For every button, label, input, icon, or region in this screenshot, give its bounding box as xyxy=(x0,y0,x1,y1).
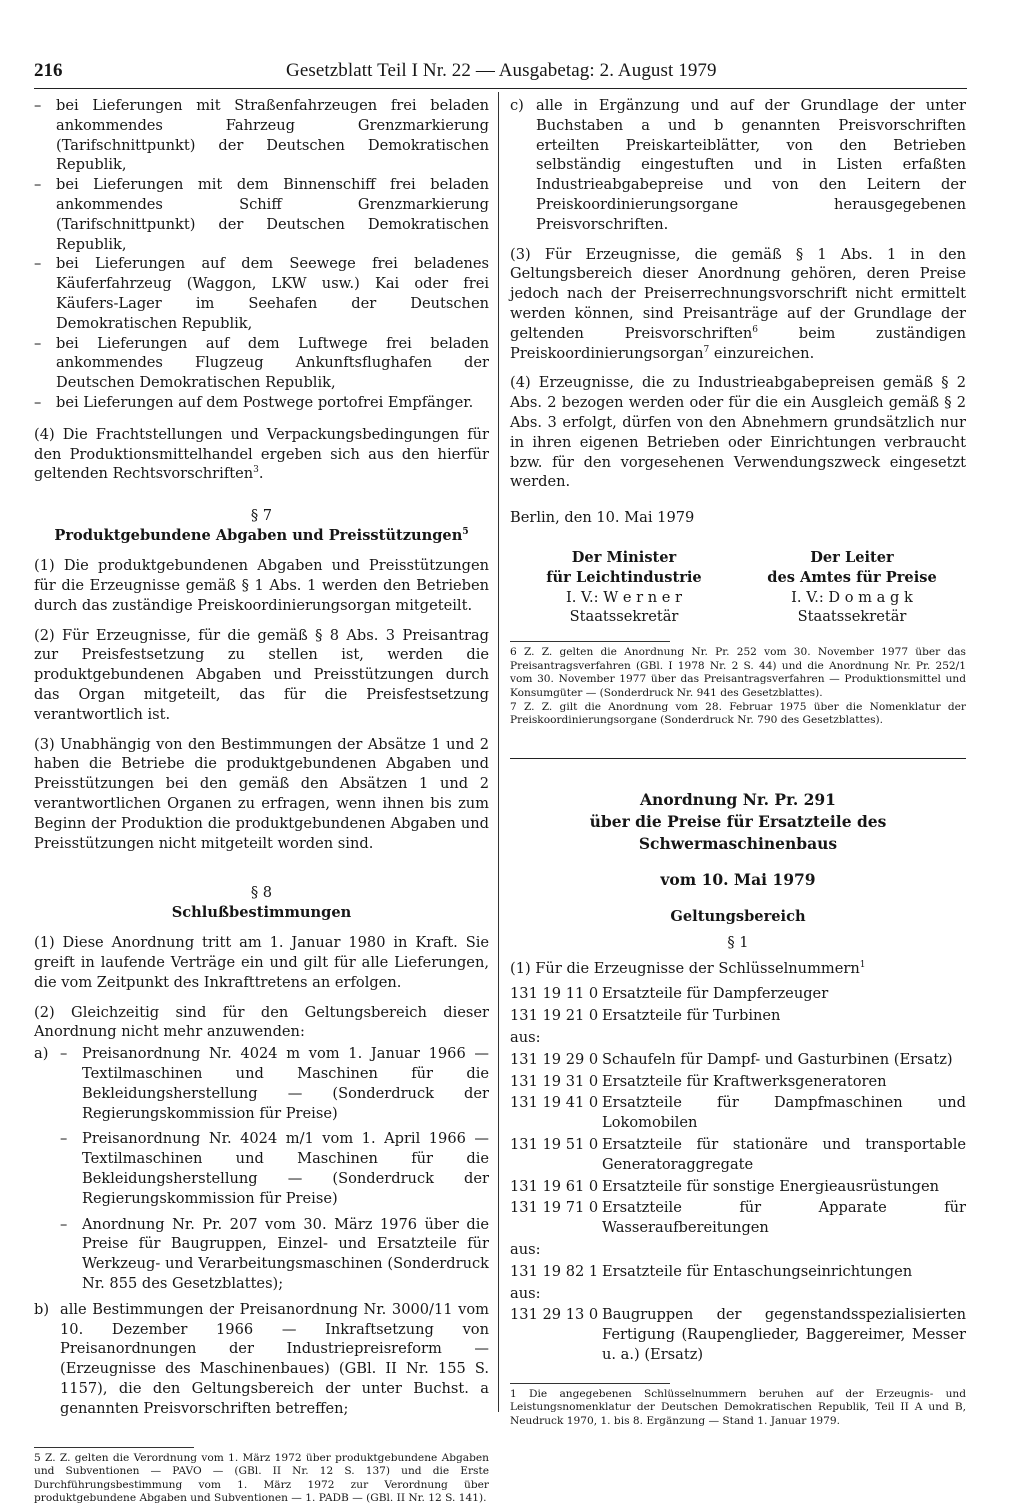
section-7-title: Produktgebundene Abgaben und Preisstützungen$^5$ xyxy=(54,527,469,545)
delivery-item: – bei Lieferungen auf dem Postwege portofrei Empfänger. xyxy=(34,393,474,411)
delivery-item: – bei Lieferungen auf dem Luftwege frei beladen ankommendes Flugzeug Ankunftsflughafen der Deutschen Demokratischen Republik, xyxy=(34,334,489,392)
page-header xyxy=(34,60,966,90)
section-8-para-1: (1) Diese Anordnung tritt am 1. Januar 1980 in Kraft. Sie greift in laufende Verträge ein und gilt für alle Lieferungen, die vom Zeitpunkt des Inkrafttretens an erfolgen. xyxy=(34,934,489,991)
aus-label: aus: xyxy=(510,1284,541,1302)
right-column xyxy=(510,96,966,1429)
code-row: 131 19 11 0 Ersatzteile für Dampferzeuger xyxy=(510,985,829,1003)
repealed-item: – Preisanordnung Nr. 4024 m/1 vom 1. April 1966 — Textilmaschinen und Maschinen für die Bekleidungsherstellung — (Sonderdruck der Regierungskommission für Preise) xyxy=(60,1130,489,1207)
repealed-item: – Preisanordnung Nr. 4024 m vom 1. Januar 1966 — Textilmaschinen und Maschinen für die Bekleidungsherstellung — (Sonderdruck der Regierungskommission für Preise) xyxy=(60,1045,489,1122)
code-row: 131 19 31 0 Ersatzteile für Kraftwerksgeneratoren xyxy=(510,1072,887,1090)
paragraph-4-right: (4) Erzeugnisse, die zu Industrieabgabepreisen gemäß § 2 Abs. 2 bezogen werden oder für die ein Ausgleich gemäß § 2 Abs. 3 erfolgt, dürfen von den Abnehmern grundsätzlich nur in ihren eigenen Betrieben oder Einrichtungen verbraucht bzw. für den vorgesehenen Verwendungszweck eingesetzt werden. xyxy=(510,374,966,491)
repealed-list-b: b) alle Bestimmungen der Preisanordnung Nr. 3000/11 vom 10. Dezember 1966 — Inkraftsetzung von Preisanordnungen der Industriepreisreform — (Erzeugnisse des Maschinenbaues) (GBl. II Nr. 155 S. 1157), die den Geltungsbereich der unter Buchst. a genannten Preisvorschriften betreffen; xyxy=(34,1300,489,1417)
code-row: 131 19 21 0 Ersatzteile für Turbinen xyxy=(510,1007,781,1025)
place-date: Berlin, den 10. Mai 1979 xyxy=(510,509,695,527)
delivery-item: – bei Lieferungen auf dem Seewege frei beladenes Käuferfahrzeug (Waggon, LKW usw.) Kai oder frei Käufers-Lager im Seehafen der Deutschen Demokratischen Republik, xyxy=(34,255,489,332)
column-divider xyxy=(498,92,499,1412)
footnote-5: 5 Z. Z. gelten die Verordnung vom 1. März 1972 über produktgebundene Abgaben und Subventionen — PAVO — (GBl. II Nr. 12 S. 137) und die Erste Durchführungsbestimmung vom 1. März 1972 zur Verordnung über produktgebundene Abgaben und Subventionen — 1. PADB — (GBl. II Nr. 12 S. 141). xyxy=(34,1451,489,1505)
section-1-number: § 1 xyxy=(727,933,749,951)
code-row: 131 19 41 0 Ersatzteile für Dampfmaschinen und Lokomobilen xyxy=(510,1094,966,1132)
code-row: 131 19 29 0 Schaufeln für Dampf- und Gasturbinen (Ersatz) xyxy=(510,1050,953,1068)
section-7-para-3: (3) Unabhängig von den Bestimmungen der Absätze 1 und 2 haben die Betriebe die produktgebundenen Abgaben und Preisstützungen bei den gemäß den Absätzen 1 und 2 verantwortlichen Organen zu erfragen, wenn ihnen bis zum Beginn der Produktion die produktgebundenen Abgaben und Preisstützungen nicht mitgeteilt worden sind. xyxy=(34,735,489,852)
header-rule xyxy=(34,88,967,89)
header-title: Gesetzblatt Teil I Nr. 22 — Ausgabetag: 2. August 1979 xyxy=(286,60,717,81)
section-7-number: § 7 xyxy=(250,507,273,525)
section-separator xyxy=(510,758,966,759)
aus-label: aus: xyxy=(510,1029,541,1047)
code-row: 131 19 71 0 Ersatzteile für Apparate für Wasseraufbereitungen xyxy=(510,1199,966,1237)
section-8-para-2: (2) Gleichzeitig sind für den Geltungsbereich dieser Anordnung nicht mehr anzuwenden: xyxy=(34,1003,489,1041)
signatures xyxy=(510,548,966,627)
repealed-item: – Anordnung Nr. Pr. 207 vom 30. März 1976 über die Preise für Baugruppen, Einzel- und Ersatzteile für Werkzeug- und Verarbeitungsmaschinen (Sonderdruck Nr. 855 des Gesetzblattes); xyxy=(60,1215,489,1293)
left-column xyxy=(34,96,489,1506)
signature-minister: Der Minister für Leichtindustrie I. V.: W e r n e r Staatssekretär xyxy=(546,548,702,626)
page-number: 216 xyxy=(34,60,63,81)
section-7-para-2: (2) Für Erzeugnisse, für die gemäß § 8 Abs. 3 Preisantrag zur Preisfestsetzung zu stellen ist, werden die produktgebundenen Abgaben und Preisstützungen durch das Organ mitgeteilt, das für die Preisfestsetzung verantwortlich ist. xyxy=(34,626,489,723)
footnote-rule xyxy=(510,641,670,642)
section-1-intro: (1) Für die Erzeugnisse der Schlüsselnummern$^1$ xyxy=(510,959,866,977)
footnote-1: 1 Die angegebenen Schlüsselnummern beruhen auf der Erzeugnis- und Leistungsnomenklatur der Deutschen Demokratischen Republik, Teil II A und B, Neudruck 1970, 1. bis 8. Ergänzung — Stand 1. Januar 1979. xyxy=(510,1387,966,1428)
section-8-title: Schlußbestimmungen xyxy=(171,904,352,922)
code-row: 131 19 51 0 Ersatzteile für stationäre und transportable Generatoraggregate xyxy=(510,1136,966,1173)
signature-leiter: Der Leiter des Amtes für Preise I. V.: D o m a g k Staatssekretär xyxy=(767,548,937,626)
footnote-rule xyxy=(510,1383,670,1384)
code-row: 131 29 13 0 Baugruppen der gegenstandsspezialisierten Fertigung (Raupenglieder, Baggereimer, Messer u. a.) (Ersatz) xyxy=(510,1306,966,1364)
aus-label: aus: xyxy=(510,1241,541,1259)
code-row: 131 19 82 1 Ersatzteile für Entaschungseinrichtungen xyxy=(510,1262,913,1280)
section-8-number: § 8 xyxy=(250,884,273,902)
ordinance-title-2: über die Preise für Ersatzteile des xyxy=(589,811,887,831)
scope-heading: Geltungsbereich xyxy=(670,907,806,925)
footnote-7: 7 Z. Z. gilt die Anordnung vom 28. Februar 1975 über die Nomenklatur der Preiskoordinierungsorgane (Sonderdruck Nr. 790 des Gesetzblattes). xyxy=(510,700,966,727)
paragraph-4: (4) Die Frachtstellungen und Verpackungsbedingungen für den Produktionsmittelhandel ergeben sich aus den hierfür geltenden Rechtsvorschriften$^3$. xyxy=(34,425,489,483)
footnote-6: 6 Z. Z. gelten die Anordnung Nr. Pr. 252 vom 30. November 1977 über das Preisantragsverfahren (GBl. I 1978 Nr. 2 S. 44) und die Anordnung Nr. Pr. 252/1 vom 30. November 1977 über das Preisantragsverfahren — Produktionsmittel und Konsumgüter — (Sonderdruck Nr. 941 des Gesetzblattes). xyxy=(510,646,966,699)
paragraph-3: (3) Für Erzeugnisse, die gemäß § 1 Abs. 1 in den Geltungsbereich dieser Anordnung gehören, deren Preise jedoch nach der Preiserrechnungsvorschrift nicht ermittelt werden können, sind Preisanträge auf der Grundlage der geltenden Preisvorschriften$^6$ beim zuständigen Preiskoordinierungsorgan$^7$ einzureichen. xyxy=(510,245,966,362)
footnote-rule xyxy=(34,1447,194,1448)
repealed-list-c: c) alle in Ergänzung und auf der Grundlage der unter Buchstaben a und b genannten Preisvorschriften erteilten Preiskarteiblätter, von den Betrieben selbständig eingestuften und in Listen erfaßten Industrieabgabepreise und von den Leitern der Preiskoordinierungsorgane herausgegebenen Preisvorschriften. xyxy=(510,97,966,233)
repealed-list-a: a) – Preisanordnung Nr. 4024 m vom 1. Januar 1966 — Textilmaschinen und Maschinen für die Bekleidungsherstellung — (Sonderdruck der Regierungskommission für Preise) – Preisanordnung Nr. 4024 m/1 vom 1. April 1966 — Textilmaschinen und Maschinen für die Bekleidungsherstellung — (Sonderdruck der Regierungskommission für Preise) – Anordnung Nr. Pr. 207 vom 30. März 1976 über die Preise für Baugruppen, Einzel- und Ersatzteile für Werkzeug- und Verarbeitungsmaschinen (Sonderdruck Nr. 855 des Gesetzblattes); xyxy=(34,1045,489,1293)
ordinance-title-1: Anordnung Nr. Pr. 291 xyxy=(640,789,836,809)
ordinance-date: vom 10. Mai 1979 xyxy=(660,869,816,889)
delivery-item: – bei Lieferungen mit dem Binnenschiff frei beladen ankommendes Schiff Grenzmarkierung (Tarifschnittpunkt) der Deutschen Demokratischen Republik, xyxy=(34,176,489,253)
code-row: 131 19 61 0 Ersatzteile für sonstige Energieausrüstungen xyxy=(510,1177,940,1195)
delivery-item: – bei Lieferungen mit Straßenfahrzeugen frei beladen ankommendes Fahrzeug Grenzmarkierung (Tarifschnittpunkt) der Deutschen Demokratischen Republik, xyxy=(34,97,489,174)
section-7-para-1: (1) Die produktgebundenen Abgaben und Preisstützungen für die Erzeugnisse gemäß § 1 Abs. 1 werden den Betrieben durch das zuständige Preiskoordinierungsorgan mitgeteilt. xyxy=(34,557,489,614)
ordinance-title-3: Schwermaschinenbaus xyxy=(638,833,838,853)
